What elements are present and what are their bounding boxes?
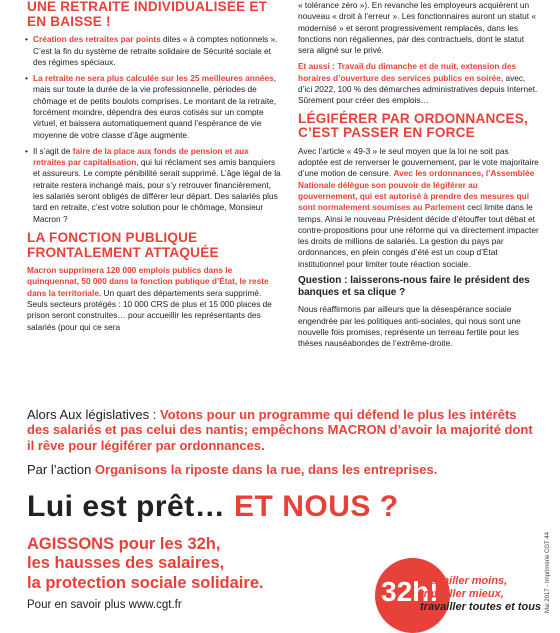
action-block: Par l’action Organisons la riposte dans la rue, dans les entreprises.: [27, 462, 438, 477]
cgt-link[interactable]: Pour en savoir plus www.cgt.fr: [27, 599, 182, 611]
question: Question : laisserons-nous faire le président des banques et sa clique ?: [298, 274, 530, 299]
badge-slogan: Travailler moins, travailler mieux, travailler toutes et tous: [420, 575, 542, 613]
imprint: Mai 2017 - Imprimerie CGT 44: [545, 532, 551, 613]
agissons-block: AGISSONS pour les 32h, les hausses des salaires, la protection sociale solidaire.: [27, 535, 264, 592]
32h-badge-text: 32h!: [381, 576, 439, 607]
paragraph-49-3: Avec l’article « 49-3 » le seul moyen que la loi ne soit pas adoptée est de renverser le gouvernement, par le vote majoritaire d’une motion de censure. Avec les ordonnances, l’Assemblée Nationale délègue son pouvoir de légiférer au gouvernement, qui est autorisé à prendre des mesures qui sont normalement soumises au Parlement ceci limite dans le temps. Ainsi le nouveau Président décide d’étouffer tout débat et contre-propositions pour une réforme qui va directement impacter les droits de millions de salariés. La gestion du pays par ordonnances, en plein congés d’été est un coup d’État institutionnel pour limiter toute réaction sociale.: [298, 145, 539, 269]
heading-ordonnances: LÉGIFÉRER PAR ORDONNANCES, C’EST PASSER EN FORCE: [298, 110, 529, 141]
paragraph-25-annees: • La retraite ne sera plus calculée sur les 25 meilleures années, mais sur toute la durée de la vie professionnelle, périodes de chômage et de petits boulots comprises. Le montant de la retraite, forcément moindre, dépendra des euros cotisés sur un compte virtuel, et baissera automatiquement quand l’espérance de vie moyenne de votre classe d’âge augmente.: [27, 73, 281, 141]
heading-retraite: UNE RETRAITE INDIVIDUALISÉE ET EN BAISSE !: [27, 0, 268, 29]
paragraph-capitalisation: • Il s’agit de faire de la place aux fonds de pension et aux retraites par capitalisation, qui lui réclament ses amis banquiers et assureurs. Le compte pénibilité serait supprimé. L’âge légal de la retraite restera inchangé mais, pour s’y retrouver financièrement, les salariés seront obligés de différer leur départ. Des salariés plus tard en retraite, c’est votre solution pour le chômage, Monsieur Macron ?: [27, 146, 281, 225]
paragraph-extreme-droite: Nous réaffirmons par ailleurs que la désespérance sociale engendrée par les politiques anti-sociales, qui nous sont une nouvelle fois promises, représente un terreau fertile pour les thèses nauséabondes de l’extrême-droite.: [298, 304, 521, 349]
big-slogan: Lui est prêt… ET NOUS ?: [27, 490, 399, 523]
legislatives-block: Alors Aux législatives : Votons pour un programme qui défend le plus les intérêts des salariés et pas celui des nantis; empêchons MACRON d’avoir la majorité dont il rêve pour légiférer par ordonnances.: [27, 407, 533, 453]
right-column: [298, 0, 539, 354]
paragraph-tolerance-zero: « tolérance zéro »). En revanche les employeurs acquièrent un nouveau « droit à l’erreur ». Les fonctionnaires auront un statut « modernisé » et seront progressivement remplacés, dans les fonctions non régaliennes, par des contractuels, dont le statut sera aligné sur le privé.: [298, 0, 536, 56]
paragraph-retraites-points: • Création des retraites par points dites « à comptes notionnels ». C’est la fin du système de retraite solidaire de Sécurité sociale et des régimes spéciaux.: [27, 34, 281, 68]
paragraph-et-aussi: Et aussi : Travail du dimanche et de nuit, extension des horaires d’ouverture des services publics en soirée, avec, d’ici 2022, 100 % des démarches administratives depuis Internet. Sûrement pour créer des emplois…: [298, 61, 538, 106]
heading-fonction-publique: LA FONCTION PUBLIQUE FRONTALEMENT ATTAQUÉE: [27, 229, 219, 260]
left-column: [27, 0, 281, 338]
paragraph-emplois-publics: Macron supprimera 120 000 emplois publics dans le quinquennat, 50 000 dans la fonction publique d’État, le reste dans la territoriale. Un quart des départements sera supprimé. Seuls secteurs protégés : 10 000 CRS de plus et 15 000 places de prison seront construites… pour accueillir les représentants des salariés (pour qui ce sera: [27, 265, 272, 332]
